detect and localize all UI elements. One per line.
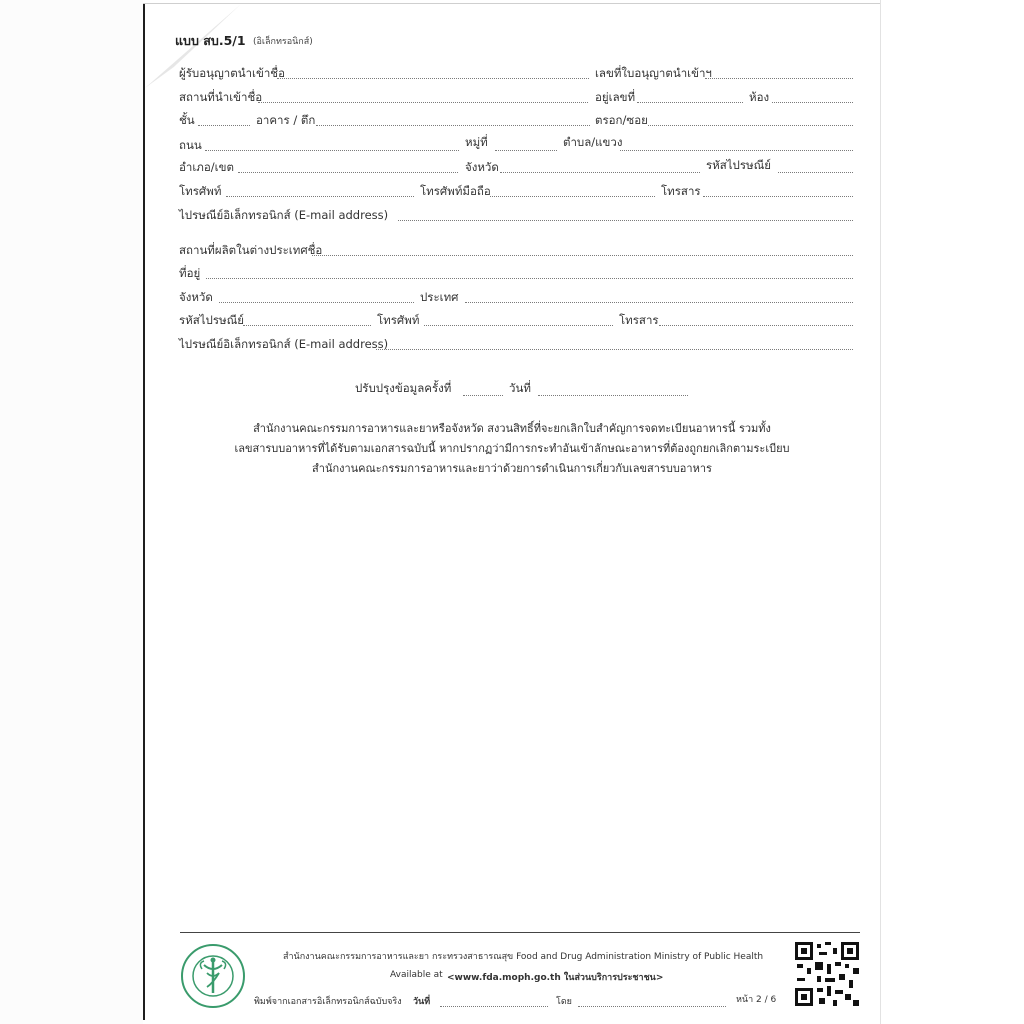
footer-by-label: โดย [556,997,572,1007]
alley-field[interactable] [648,125,853,126]
postcode-label: รหัสไปรษณีย์ [706,158,772,172]
place-name-field[interactable] [258,102,588,103]
ministry-seal-icon [180,943,246,1009]
qr-code-icon [795,942,859,1006]
building-field[interactable] [316,125,590,126]
factory-address-field[interactable] [206,278,853,279]
licensee-field[interactable] [277,78,589,79]
notice-line-2: เลขสารบบอาหารที่ได้รับตามเอกสารฉบับนี้ หากปรากฏว่ามีการกระทำอันเข้าลักษณะอาหารที่ต้องถูกยกเลิกตามระเบียบ [234,442,790,455]
building-label: อาคาร / ตึก [256,113,316,127]
house-no-field[interactable] [637,102,743,103]
scan-margin-left [0,0,143,1024]
page-right-edge [880,0,881,1024]
form-code: แบบ สบ.5/1 [175,33,246,48]
subdistrict-label: ตำบล/แขวง [563,135,623,149]
province-label: จังหวัด [465,160,499,174]
factory-province-field[interactable] [219,302,414,303]
factory-postcode-label: รหัสไปรษณีย์ [179,313,245,327]
license-no-field[interactable] [705,78,853,79]
email-field[interactable] [398,220,853,221]
mobile-field[interactable] [490,196,655,197]
subdistrict-field[interactable] [620,150,853,151]
footer-url-link[interactable]: <www.fda.moph.go.th ในส่วนบริการประชาชน> [447,973,664,983]
room-label: ห้อง [749,90,770,104]
factory-fax-label: โทรสาร [619,313,659,327]
update-date-label: วันที่ [509,381,531,395]
postcode-field[interactable] [778,172,853,173]
license-no-label: เลขที่ใบอนุญาตนำเข้าฯ [595,66,712,80]
country-label: ประเทศ [420,290,459,304]
footer-available-prefix: Available at [390,970,443,980]
phone-label: โทรศัพท์ [179,184,222,198]
footer-printed-label: พิมพ์จากเอกสารอิเล็กทรอนิกส์ฉบับจริง [254,997,402,1007]
update-date-field[interactable] [538,395,688,396]
factory-field[interactable] [312,255,853,256]
country-field[interactable] [465,302,853,303]
footer-date-field[interactable] [440,1006,548,1007]
district-field[interactable] [238,172,458,173]
factory-phone-field[interactable] [424,325,613,326]
factory-email-field[interactable] [376,349,853,350]
road-field[interactable] [205,150,459,151]
factory-label: สถานที่ผลิตในต่างประเทศชื่อ [179,243,323,257]
page-number: หน้า 2 / 6 [736,995,777,1005]
district-label: อำเภอ/เขต [179,160,234,174]
notice-line-1: สำนักงานคณะกรรมการอาหารและยาหรือจังหวัด สงวนสิทธิ์ที่จะยกเลิกใบสำคัญการจดทะเบียนอาหารนี้ รวมทั้ง [253,422,771,435]
notice-line-3: สำนักงานคณะกรรมการอาหารและยาว่าด้วยการดำเนินการเกี่ยวกับเลขสารบบอาหาร [312,462,712,475]
place-name-label: สถานที่นำเข้าชื่อ [179,90,263,104]
fax-label: โทรสาร [661,184,701,198]
document-page [143,4,883,1020]
phone-field[interactable] [226,196,414,197]
fax-field[interactable] [703,196,853,197]
footer-by-field[interactable] [578,1006,726,1007]
alley-label: ตรอก/ซอย [595,113,648,127]
form-code-note: (อิเล็กทรอนิกส์) [253,37,313,47]
floor-field[interactable] [198,125,250,126]
footer-date-label: วันที่ [413,997,431,1007]
factory-email-label: ไปรษณีย์อิเล็กทรอนิกส์ (E-mail address) [179,337,389,351]
mobile-label: โทรศัพท์มือถือ [420,184,491,198]
house-no-label: อยู่เลขที่ [595,90,636,104]
update-count-label: ปรับปรุงข้อมูลครั้งที่ [355,381,452,395]
page-top-edge [143,3,881,4]
footer-rule [180,932,860,933]
factory-fax-field[interactable] [659,325,853,326]
email-label: ไปรษณีย์อิเล็กทรอนิกส์ (E-mail address) [179,208,389,222]
province-field[interactable] [500,172,700,173]
factory-phone-label: โทรศัพท์ [377,313,420,327]
factory-province-label: จังหวัด [179,290,213,304]
moo-field[interactable] [495,150,557,151]
licensee-label: ผู้รับอนุญาตนำเข้าชื่อ [179,66,285,80]
room-field[interactable] [772,102,853,103]
factory-address-label: ที่อยู่ [179,266,201,280]
floor-label: ชั้น [179,113,195,127]
factory-postcode-field[interactable] [243,325,371,326]
road-label: ถนน [179,138,202,152]
update-count-field[interactable] [463,395,503,396]
footer-agency: สำนักงานคณะกรรมการอาหารและยา กระทรวงสาธารณสุข Food and Drug Administration Ministry of Public Health [283,952,764,962]
moo-label: หมู่ที่ [465,135,488,149]
